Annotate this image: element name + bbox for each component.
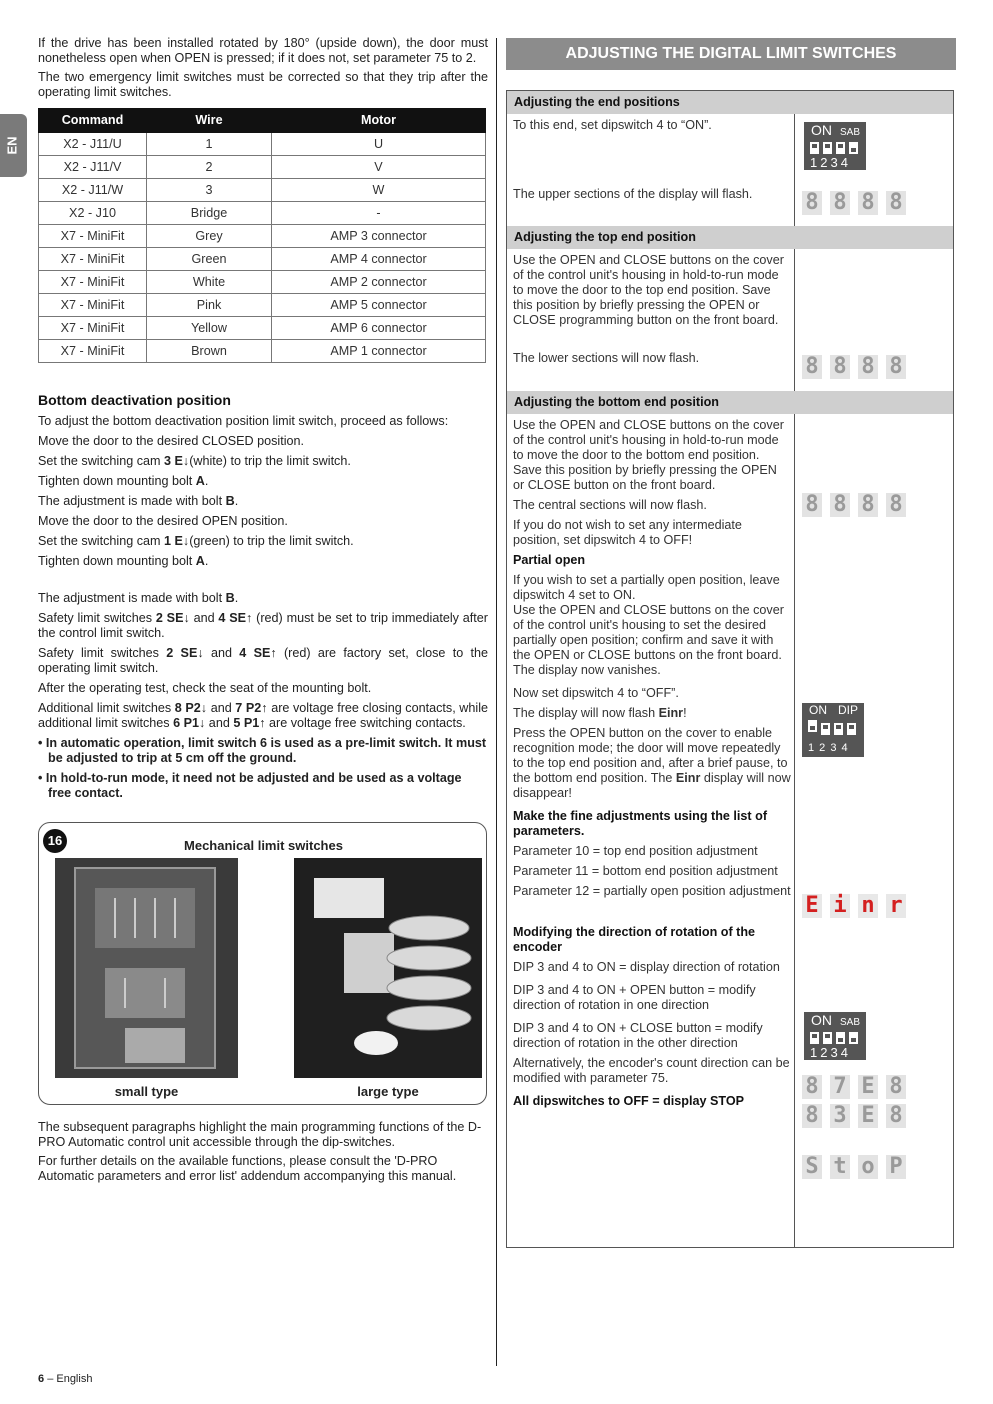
display-lower-flash <box>802 355 906 379</box>
display-stop <box>802 1155 906 1179</box>
seg-digit: t <box>830 1155 850 1179</box>
dip-switch-2 <box>823 1032 832 1044</box>
dip-switch-1 <box>808 720 817 732</box>
table-cell: AMP 4 connector <box>272 248 486 271</box>
dip-switch-1 <box>810 1032 819 1044</box>
figure-16 <box>38 822 487 1105</box>
s1-text-a: To this end, set dipswitch 4 to “ON”. <box>513 118 712 132</box>
large-limit-switch-photo <box>294 858 482 1078</box>
encoder-d: Alternatively, the encoder's count direction can be modified with parameter 75. <box>513 1056 790 1085</box>
table-cell: AMP 5 connector <box>272 294 486 317</box>
partial-title: Partial open <box>513 553 586 567</box>
step-9: Safety limit switches 2 SE↓ and 4 SE↑ (red) must be set to trip immediately after the control limit switch. <box>38 611 488 640</box>
display-rotation-1 <box>802 1075 906 1099</box>
table-row <box>39 271 486 294</box>
table-row <box>39 317 486 340</box>
seg-digit: n <box>858 894 878 918</box>
dip-switch-3 <box>834 723 843 735</box>
seg-digit: 7 <box>830 1075 850 1099</box>
dip-switch-3 <box>836 1032 845 1044</box>
intro-p2: The two emergency limit switches must be corrected so that they trip after the operating limit switches. <box>38 70 488 99</box>
dip-switch-3 <box>836 142 845 154</box>
step-6: Set the switching cam 1 E↓(green) to trip the limit switch. <box>38 534 354 548</box>
language-label: EN <box>4 136 20 155</box>
th-motor: Motor <box>272 109 486 133</box>
s3-text-a: Use the OPEN and CLOSE buttons on the cover of the control unit's housing in hold-to-run mode to move the door to the bottom end position. Save this position by briefly pressing the OPEN or CLOSE button on the front board. <box>513 418 784 492</box>
seg-digit: 8 <box>886 1075 906 1099</box>
table-cell: X2 - J11/W <box>39 179 147 202</box>
dip-on-label: ON <box>809 703 827 717</box>
seg-digit: r <box>886 894 906 918</box>
table-cell: X7 - MiniFit <box>39 317 147 340</box>
table-cell: AMP 1 connector <box>272 340 486 363</box>
table-row <box>39 294 486 317</box>
s2-text-b: The lower sections will now flash. <box>513 351 700 365</box>
table-row <box>39 248 486 271</box>
seg-digit: 8 <box>830 355 850 379</box>
encoder-title: Modifying the direction of rotation of the encoder <box>513 925 756 954</box>
section-heading: ADJUSTING THE DIGITAL LIMIT SWITCHES <box>506 38 956 70</box>
seg-digit: i <box>830 894 850 918</box>
dip-on-label: ON <box>811 122 832 138</box>
table-cell: X7 - MiniFit <box>39 225 147 248</box>
seg-digit: 8 <box>802 493 822 517</box>
table-cell: X7 - MiniFit <box>39 340 147 363</box>
seg-digit: S <box>802 1155 822 1179</box>
table-cell: X2 - J11/U <box>39 133 147 156</box>
table-cell: White <box>147 271 272 294</box>
table-cell: Yellow <box>147 317 272 340</box>
table-cell: AMP 2 connector <box>272 271 486 294</box>
seg-digit: 8 <box>858 355 878 379</box>
step-12: Additional limit switches 8 P2↓ and 7 P2↑ are voltage free closing contacts, while additional limit switches 6 P1↓ and 5 P1↑ are voltage free switching contacts. <box>38 701 488 730</box>
dip-numbers: 1 2 3 4 <box>808 742 849 754</box>
th-wire: Wire <box>147 109 272 133</box>
s2-text-a: Use the OPEN and CLOSE buttons on the cover of the control unit's housing in hold-to-run mode to move the door to the top end position. Save this position by briefly pressing the OPEN or CLOSE programming button on the front board. <box>513 253 784 327</box>
s3-text-c: If you do not wish to set any intermediate position, set dipswitch 4 to OFF! <box>513 518 742 547</box>
seg-digit: E <box>858 1075 878 1099</box>
encoder-b: DIP 3 and 4 to ON + OPEN button = modify direction of rotation in one direction <box>513 983 756 1012</box>
param-10: Parameter 10 = top end position adjustment <box>513 844 758 858</box>
table-cell: X7 - MiniFit <box>39 294 147 317</box>
column-divider <box>496 38 497 1366</box>
table-row <box>39 340 486 363</box>
seg-digit: 8 <box>886 191 906 215</box>
stop-line: All dipswitches to OFF = display STOP <box>513 1094 745 1108</box>
wire-table <box>38 108 486 363</box>
partial-a: If you wish to set a partially open position, leave dipswitch 4 set to ON. <box>513 573 780 602</box>
seg-digit: 3 <box>830 1104 850 1128</box>
table-cell: Brown <box>147 340 272 363</box>
dip-numbers: 1234 <box>810 1045 851 1060</box>
figure-title: Mechanical limit switches <box>184 838 343 853</box>
seg-digit: 8 <box>802 191 822 215</box>
seg-digit: 8 <box>802 1104 822 1128</box>
dip-switch-sab-1 <box>804 122 866 170</box>
encoder-a: DIP 3 and 4 to ON = display direction of rotation <box>513 960 780 974</box>
table-cell: AMP 6 connector <box>272 317 486 340</box>
table-row <box>39 202 486 225</box>
table-cell: X2 - J10 <box>39 202 147 225</box>
table-row <box>39 133 486 156</box>
settings-box-divider <box>794 90 795 1248</box>
dip-switch-sab-2 <box>804 1012 866 1060</box>
bullet-2: • In hold-to-run mode, it need not be adjusted and be used as a voltage free contact. <box>38 771 462 800</box>
dip-switch-dip <box>802 703 864 757</box>
dip-sab-label: SAB <box>840 127 861 138</box>
encoder-c: DIP 3 and 4 to ON + CLOSE button = modify direction of rotation in the other direction <box>513 1021 763 1050</box>
figure-number: 16 <box>43 829 67 853</box>
bottom-title: Bottom deactivation position <box>38 392 231 408</box>
partial-e: The display will now flash Einr! <box>513 706 687 720</box>
table-cell: 2 <box>147 156 272 179</box>
seg-digit: 8 <box>802 1075 822 1099</box>
table-cell: 3 <box>147 179 272 202</box>
table-cell: X7 - MiniFit <box>39 271 147 294</box>
table-cell: - <box>272 202 486 225</box>
display-einr <box>802 894 906 918</box>
seg-digit: 8 <box>886 355 906 379</box>
dip-numbers: 1234 <box>810 155 851 170</box>
step-10: Safety limit switches 2 SE↓ and 4 SE↑ (red) are factory set, close to the operating limit switch. <box>38 646 489 675</box>
dip-switch-2 <box>821 723 830 735</box>
seg-digit: E <box>858 1104 878 1128</box>
outro-p2: For further details on the available functions, please consult the 'D-PRO Automatic parameters and error list' addendum accompanying this manual. <box>38 1154 457 1183</box>
table-cell: X2 - J11/V <box>39 156 147 179</box>
dip-switch-2 <box>823 142 832 154</box>
dip-switch-1 <box>810 142 819 154</box>
table-cell: U <box>272 133 486 156</box>
intro <box>38 36 488 100</box>
caption-small: small type <box>114 1084 179 1099</box>
step-11: After the operating test, check the seat of the mounting bolt. <box>38 681 372 695</box>
fine-title: Make the fine adjustments using the list of parameters. <box>513 809 768 838</box>
seg-digit: 8 <box>886 493 906 517</box>
display-rotation-2 <box>802 1104 906 1128</box>
table-cell: W <box>272 179 486 202</box>
th-command: Command <box>39 109 147 133</box>
dip-switch-4 <box>849 142 858 154</box>
band-end-positions: Adjusting the end positions <box>507 91 953 114</box>
table-cell: Green <box>147 248 272 271</box>
s1-text-b: The upper sections of the display will flash. <box>513 187 753 201</box>
s3-text-b: The central sections will now flash. <box>513 498 707 512</box>
seg-digit: o <box>858 1155 878 1179</box>
step-1: Move the door to the desired CLOSED position. <box>38 434 305 448</box>
caption-large: large type <box>357 1084 419 1099</box>
seg-digit: 8 <box>886 1104 906 1128</box>
table-row <box>39 179 486 202</box>
intro-p1: If the drive has been installed rotated by 180° (upside down), the door must nonetheless open when OPEN is pressed; if it does not, set parameter 75 to 2. <box>38 36 488 65</box>
display-upper-flash <box>802 191 906 215</box>
band-bottom-end: Adjusting the bottom end position <box>507 391 953 414</box>
step-2: Set the switching cam 3 E↓(white) to trip the limit switch. <box>38 454 351 468</box>
small-limit-switch-photo <box>55 858 238 1078</box>
table-cell: Pink <box>147 294 272 317</box>
step-5: Move the door to the desired OPEN position. <box>38 514 288 528</box>
table-cell: AMP 3 connector <box>272 225 486 248</box>
dip-sab-label: SAB <box>840 1017 861 1028</box>
partial-c: The display now vanishes. <box>513 663 661 677</box>
left-column <box>38 36 488 806</box>
bottom-steps <box>38 414 488 801</box>
table-row <box>39 156 486 179</box>
seg-digit: 8 <box>830 493 850 517</box>
outro-p1: The subsequent paragraphs highlight the main programming functions of the D-PRO Automatic control unit accessible through the dip-switches. <box>38 1120 482 1149</box>
step-7: Tighten down mounting bolt A. <box>38 554 209 568</box>
seg-digit: E <box>802 894 822 918</box>
seg-digit: 8 <box>802 355 822 379</box>
display-central-flash <box>802 493 906 517</box>
page-number: 6 <box>38 1373 45 1385</box>
dip-dip-label: DIP <box>838 703 859 717</box>
footer-language: – English <box>47 1373 93 1385</box>
step-3: Tighten down mounting bolt A. <box>38 474 209 488</box>
dip-switch-4 <box>849 1032 858 1044</box>
step-8: The adjustment is made with bolt B. <box>38 591 239 605</box>
dip-on-label: ON <box>811 1012 832 1028</box>
s3-block <box>513 418 791 1114</box>
step-4: The adjustment is made with bolt B. <box>38 494 239 508</box>
seg-digit: P <box>886 1155 906 1179</box>
page-footer <box>38 1372 92 1387</box>
partial-f: Press the OPEN button on the cover to enable recognition mode; the door will move repeatedly to the top end position and, after a brief pause, to the bottom end position. The Einr display will now disappear! <box>513 726 791 800</box>
table-cell: Bridge <box>147 202 272 225</box>
bullet-1: • In automatic operation, limit switch 6 is used as a pre-limit switch. It must be adjusted to trip at 5 cm off the ground. <box>38 736 487 765</box>
language-tab <box>0 114 27 177</box>
param-12: Parameter 12 = partially open position adjustment <box>513 884 791 898</box>
table-cell: 1 <box>147 133 272 156</box>
step-0: To adjust the bottom deactivation position limit switch, proceed as follows: <box>38 414 449 428</box>
band-top-end: Adjusting the top end position <box>507 226 953 249</box>
table-cell: V <box>272 156 486 179</box>
param-11: Parameter 11 = bottom end position adjustment <box>513 864 778 878</box>
partial-b: Use the OPEN and CLOSE buttons on the cover of the control unit's housing to set the desired partially open position; confirm and save it with the OPEN or CLOSE buttons on the front board. <box>513 603 784 662</box>
dip-switch-4 <box>847 723 856 735</box>
seg-digit: 8 <box>830 191 850 215</box>
table-cell: X7 - MiniFit <box>39 248 147 271</box>
seg-digit: 8 <box>858 191 878 215</box>
table-cell: Grey <box>147 225 272 248</box>
partial-d: Now set dipswitch 4 to “OFF”. <box>513 686 679 700</box>
seg-digit: 8 <box>858 493 878 517</box>
table-row <box>39 225 486 248</box>
outro <box>38 1120 488 1188</box>
